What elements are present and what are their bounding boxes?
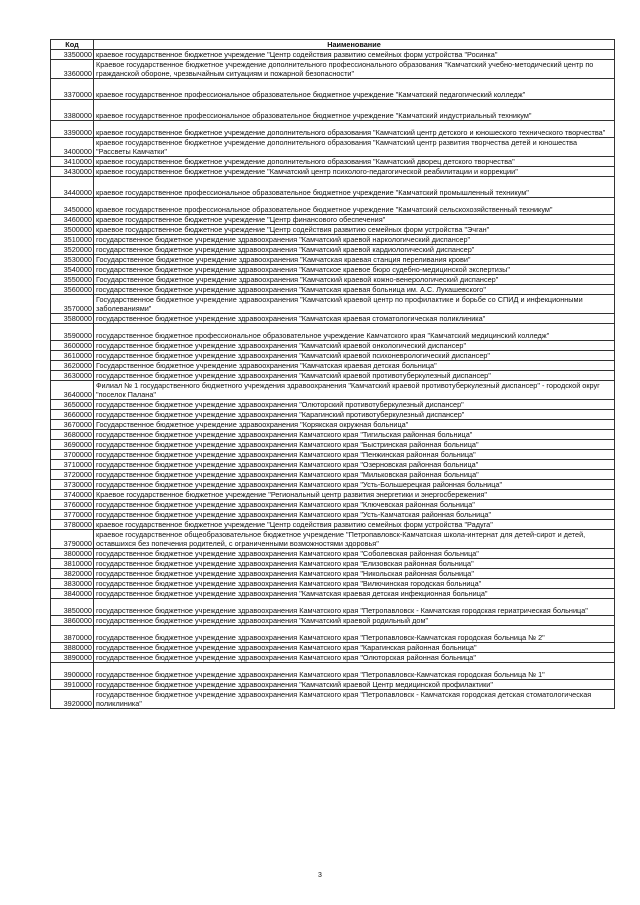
table-row — [51, 530, 615, 549]
table-row — [51, 400, 615, 410]
table-row — [51, 653, 615, 663]
name-cell: государственное бюджетное учреждение здравоохранения Камчатского края "Петропавловск - Камчатская городская гериатрическая больница" — [94, 599, 615, 616]
name-cell: Государственное бюджетное учреждение здравоохранения "Камчатская краевая детская больница" — [94, 361, 615, 371]
name-cell: государственное бюджетное учреждение здравоохранения "Камчатский краевой кардиологический диспансер" — [94, 245, 615, 255]
code-cell: 3660000 — [51, 410, 94, 420]
table-row — [51, 371, 615, 381]
table-row — [51, 579, 615, 589]
table-row — [51, 235, 615, 245]
name-cell: государственное бюджетное учреждение здравоохранения "Камчатский краевой наркологический диспансер" — [94, 235, 615, 245]
name-cell: Государственное бюджетное учреждение здравоохранения "Камчатская краевая станция переливания крови" — [94, 255, 615, 265]
code-cell: 3530000 — [51, 255, 94, 265]
name-cell: государственное бюджетное учреждение здравоохранения Камчатского края "Тигильская районная больница" — [94, 430, 615, 440]
table-row — [51, 440, 615, 450]
name-cell: государственное бюджетное учреждение здравоохранения "Камчатский краевой родильный дом" — [94, 616, 615, 626]
code-cell: 3520000 — [51, 245, 94, 255]
code-cell: 3360000 — [51, 60, 94, 79]
name-cell: краевое государственное бюджетное учреждение дополнительного образования "Камчатский центр развития творчества детей и юношества "Рассветы Камчатки" — [94, 138, 615, 157]
name-cell: государственное бюджетное учреждение здравоохранения Камчатского края "Олюторская районная больница" — [94, 653, 615, 663]
code-cell: 3440000 — [51, 177, 94, 198]
name-cell: краевое государственное бюджетное учреждение "Центр содействия развитию семейных форм устройства "Эчган" — [94, 225, 615, 235]
code-cell: 3600000 — [51, 341, 94, 351]
code-cell: 3880000 — [51, 643, 94, 653]
code-cell: 3640000 — [51, 381, 94, 400]
name-cell: государственное бюджетное учреждение здравоохранения Камчатского края "Озерновская районная больница" — [94, 460, 615, 470]
code-cell: 3620000 — [51, 361, 94, 371]
code-cell: 3460000 — [51, 215, 94, 225]
name-cell: государственное бюджетное учреждение здравоохранения Камчатского края "Карагинская районная больница" — [94, 643, 615, 653]
table-row — [51, 265, 615, 275]
name-cell: государственное бюджетное учреждение здравоохранения Камчатского края "Никольская районная больница" — [94, 569, 615, 579]
code-cell: 3580000 — [51, 314, 94, 324]
code-cell: 3780000 — [51, 520, 94, 530]
name-cell: государственное бюджетное учреждение здравоохранения "Камчатская краевая стоматологическая поликлиника" — [94, 314, 615, 324]
organizations-table — [50, 39, 615, 709]
name-cell: краевое государственное профессиональное образовательное бюджетное учреждение "Камчатский промышленный техникум" — [94, 177, 615, 198]
table-row — [51, 275, 615, 285]
table-row — [51, 121, 615, 138]
table-row — [51, 225, 615, 235]
table-row — [51, 410, 615, 420]
table-row — [51, 470, 615, 480]
name-cell: государственное бюджетное учреждение здравоохранения "Камчатская краевая детская инфекционная больница" — [94, 589, 615, 599]
code-cell: 3430000 — [51, 167, 94, 177]
name-cell: Государственное бюджетное учреждение здравоохранения "Камчатский краевой центр по профилактике и борьбе со СПИД и инфекционными заболеваниями" — [94, 295, 615, 314]
code-cell: 3730000 — [51, 480, 94, 490]
table-row — [51, 626, 615, 643]
code-cell: 3510000 — [51, 235, 94, 245]
code-cell: 3610000 — [51, 351, 94, 361]
code-cell: 3570000 — [51, 295, 94, 314]
name-cell: государственное бюджетное учреждение здравоохранения Камчатского края "Мильковская районная больница" — [94, 470, 615, 480]
table-row — [51, 100, 615, 121]
code-cell: 3790000 — [51, 530, 94, 549]
table-row — [51, 351, 615, 361]
code-cell: 3710000 — [51, 460, 94, 470]
name-cell: государственное бюджетное учреждение здравоохранения Камчатского края "Петропавловск - Камчатская городская детская стоматологическая поликлиника" — [94, 690, 615, 709]
table-row — [51, 510, 615, 520]
name-cell: Государственное бюджетное учреждение здравоохранения "Камчатский краевой кожно-венерологический диспансер" — [94, 275, 615, 285]
table-row — [51, 198, 615, 215]
name-cell: государственное бюджетное учреждение здравоохранения "Камчатский краевой противотуберкулезный диспансер" — [94, 371, 615, 381]
code-cell: 3410000 — [51, 157, 94, 167]
table-row — [51, 450, 615, 460]
name-cell: государственное бюджетное учреждение здравоохранения "Камчатская краевая больница им. А.С. Лукашевского" — [94, 285, 615, 295]
table-row — [51, 559, 615, 569]
table-row — [51, 663, 615, 680]
code-cell: 3890000 — [51, 653, 94, 663]
code-cell: 3910000 — [51, 680, 94, 690]
code-cell: 3590000 — [51, 324, 94, 341]
table-row — [51, 430, 615, 440]
name-cell: краевое государственное профессиональное образовательное бюджетное учреждение "Камчатский педагогический колледж" — [94, 79, 615, 100]
name-cell: краевое государственное профессиональное образовательное бюджетное учреждение "Камчатский индустриальный техникум" — [94, 100, 615, 121]
code-cell: 3630000 — [51, 371, 94, 381]
code-column-header: Код — [51, 40, 94, 50]
code-cell: 3850000 — [51, 599, 94, 616]
table-row — [51, 314, 615, 324]
name-cell: государственное бюджетное учреждение здравоохранения Камчатского края "Петропавловск-Камчатская городская больница № 1" — [94, 663, 615, 680]
code-cell: 3540000 — [51, 265, 94, 275]
code-cell: 3840000 — [51, 589, 94, 599]
code-cell: 3680000 — [51, 430, 94, 440]
name-cell: государственное бюджетное учреждение здравоохранения Камчатского края "Вилючинская городская больница" — [94, 579, 615, 589]
table-row — [51, 167, 615, 177]
name-cell: государственное бюджетное учреждение здравоохранения "Камчатский краевой онкологический диспансер" — [94, 341, 615, 351]
code-cell: 3870000 — [51, 626, 94, 643]
table-row — [51, 285, 615, 295]
name-cell: краевое государственное бюджетное учреждение "Центр содействия развитию семейных форм устройства "Радуга" — [94, 520, 615, 530]
name-cell: государственное бюджетное учреждение здравоохранения Камчатского края "Елизовская районная больница" — [94, 559, 615, 569]
name-cell: государственное бюджетное учреждение здравоохранения Камчатского края "Усть-Камчатская районная больница" — [94, 510, 615, 520]
table-row — [51, 381, 615, 400]
name-cell: государственное бюджетное учреждение здравоохранения Камчатского края "Петропавловск-Камчатская городская больница № 2" — [94, 626, 615, 643]
table-row — [51, 460, 615, 470]
table-row — [51, 157, 615, 167]
code-cell: 3700000 — [51, 450, 94, 460]
code-cell: 3900000 — [51, 663, 94, 680]
table-row — [51, 680, 615, 690]
table-row — [51, 245, 615, 255]
table-row — [51, 361, 615, 371]
table-row — [51, 324, 615, 341]
page-number: 3 — [318, 872, 322, 879]
code-cell: 3450000 — [51, 198, 94, 215]
table-row — [51, 295, 615, 314]
table-row — [51, 255, 615, 265]
name-cell: государственное бюджетное учреждение здравоохранения Камчатского края "Быстринская районная больница" — [94, 440, 615, 450]
name-cell: краевое государственное общеобразовательное бюджетное учреждение "Петропавловск-Камчатская школа-интернат для детей-сирот и детей, оставшихся без попечения родителей, с ограниченными возможностями здоровья" — [94, 530, 615, 549]
code-cell: 3500000 — [51, 225, 94, 235]
code-cell: 3390000 — [51, 121, 94, 138]
code-cell: 3560000 — [51, 285, 94, 295]
table-row — [51, 569, 615, 579]
table-row — [51, 138, 615, 157]
table-row — [51, 500, 615, 510]
code-cell: 3820000 — [51, 569, 94, 579]
code-cell: 3350000 — [51, 50, 94, 60]
code-cell: 3800000 — [51, 549, 94, 559]
code-cell: 3720000 — [51, 470, 94, 480]
table-row — [51, 79, 615, 100]
code-cell: 3380000 — [51, 100, 94, 121]
name-cell: Краевое государственное бюджетное учреждение "Региональный центр развития энергетики и энергосбережения" — [94, 490, 615, 500]
table-row — [51, 520, 615, 530]
name-cell: государственное бюджетное учреждение здравоохранения "Камчатский краевой психоневрологический диспансер" — [94, 351, 615, 361]
name-cell: краевое государственное бюджетное учреждение "Центр финансового обеспечения" — [94, 215, 615, 225]
table-row — [51, 549, 615, 559]
name-cell: государственное бюджетное учреждение здравоохранения Камчатского края "Соболевская районная больница" — [94, 549, 615, 559]
table-row — [51, 616, 615, 626]
code-cell: 3810000 — [51, 559, 94, 569]
name-column-header: Наименование — [94, 40, 615, 50]
code-cell: 3830000 — [51, 579, 94, 589]
name-cell: Филиал № 1 государственного бюджетного учреждения здравоохранения "Камчатский краевой противотуберкулезный диспансер" - городской округ "поселок Палана" — [94, 381, 615, 400]
table-row — [51, 690, 615, 709]
code-cell: 3370000 — [51, 79, 94, 100]
name-cell: государственное бюджетное учреждение здравоохранения "Карагинский противотуберкулезный диспансер" — [94, 410, 615, 420]
name-cell: государственное бюджетное профессиональное образовательное учреждение Камчатского края "Камчатский медицинский колледж" — [94, 324, 615, 341]
name-cell: государственное бюджетное учреждение здравоохранения Камчатского края "Пенжинская районная больница" — [94, 450, 615, 460]
name-cell: Краевое государственное бюджетное учреждение дополнительного профессионального образования "Камчатский учебно-методический центр по гражданской обороне, чрезвычайным ситуациям и пожарной безопасности" — [94, 60, 615, 79]
code-cell: 3740000 — [51, 490, 94, 500]
name-cell: краевое государственное бюджетное учреждение дополнительного образования "Камчатский дворец детского творчества" — [94, 157, 615, 167]
table-row — [51, 643, 615, 653]
name-cell: государственное бюджетное учреждение здравоохранения "Камчатское краевое бюро судебно-медицинской экспертизы" — [94, 265, 615, 275]
code-cell: 3690000 — [51, 440, 94, 450]
name-cell: краевое государственное бюджетное учреждение "Камчатский центр психолого-педагогической реабилитации и коррекции" — [94, 167, 615, 177]
table-row — [51, 215, 615, 225]
code-cell: 3860000 — [51, 616, 94, 626]
table-row — [51, 420, 615, 430]
table-row — [51, 50, 615, 60]
code-cell: 3550000 — [51, 275, 94, 285]
name-cell: Государственное бюджетное учреждение здравоохранения "Корякская окружная больница" — [94, 420, 615, 430]
code-cell: 3760000 — [51, 500, 94, 510]
name-cell: государственное бюджетное учреждение здравоохранения Камчатского края "Ключевская районная больница" — [94, 500, 615, 510]
code-cell: 3770000 — [51, 510, 94, 520]
code-cell: 3400000 — [51, 138, 94, 157]
name-cell: краевое государственное бюджетное учреждение дополнительного образования "Камчатский центр детского и юношеского технического творчества" — [94, 121, 615, 138]
name-cell: государственное бюджетное учреждение здравоохранения Камчатского края "Усть-Большерецкая районная больница" — [94, 480, 615, 490]
table-row — [51, 490, 615, 500]
table-header-row — [51, 40, 615, 50]
name-cell: краевое государственное профессиональное образовательное бюджетное учреждение "Камчатский сельскохозяйственный техникум" — [94, 198, 615, 215]
table-row — [51, 341, 615, 351]
code-cell: 3920000 — [51, 690, 94, 709]
table-body — [51, 50, 615, 709]
table-row — [51, 177, 615, 198]
table-row — [51, 60, 615, 79]
name-cell: краевое государственное бюджетное учреждение "Центр содействия развитию семейных форм устройства "Росинка" — [94, 50, 615, 60]
table-row — [51, 599, 615, 616]
name-cell: государственное бюджетное учреждение здравоохранения "Олюторский противотуберкулезный диспансер" — [94, 400, 615, 410]
code-cell: 3670000 — [51, 420, 94, 430]
table-row — [51, 589, 615, 599]
code-cell: 3650000 — [51, 400, 94, 410]
name-cell: государственное бюджетное учреждение здравоохранения "Камчатский краевой Центр медицинской профилактики" — [94, 680, 615, 690]
table-row — [51, 480, 615, 490]
